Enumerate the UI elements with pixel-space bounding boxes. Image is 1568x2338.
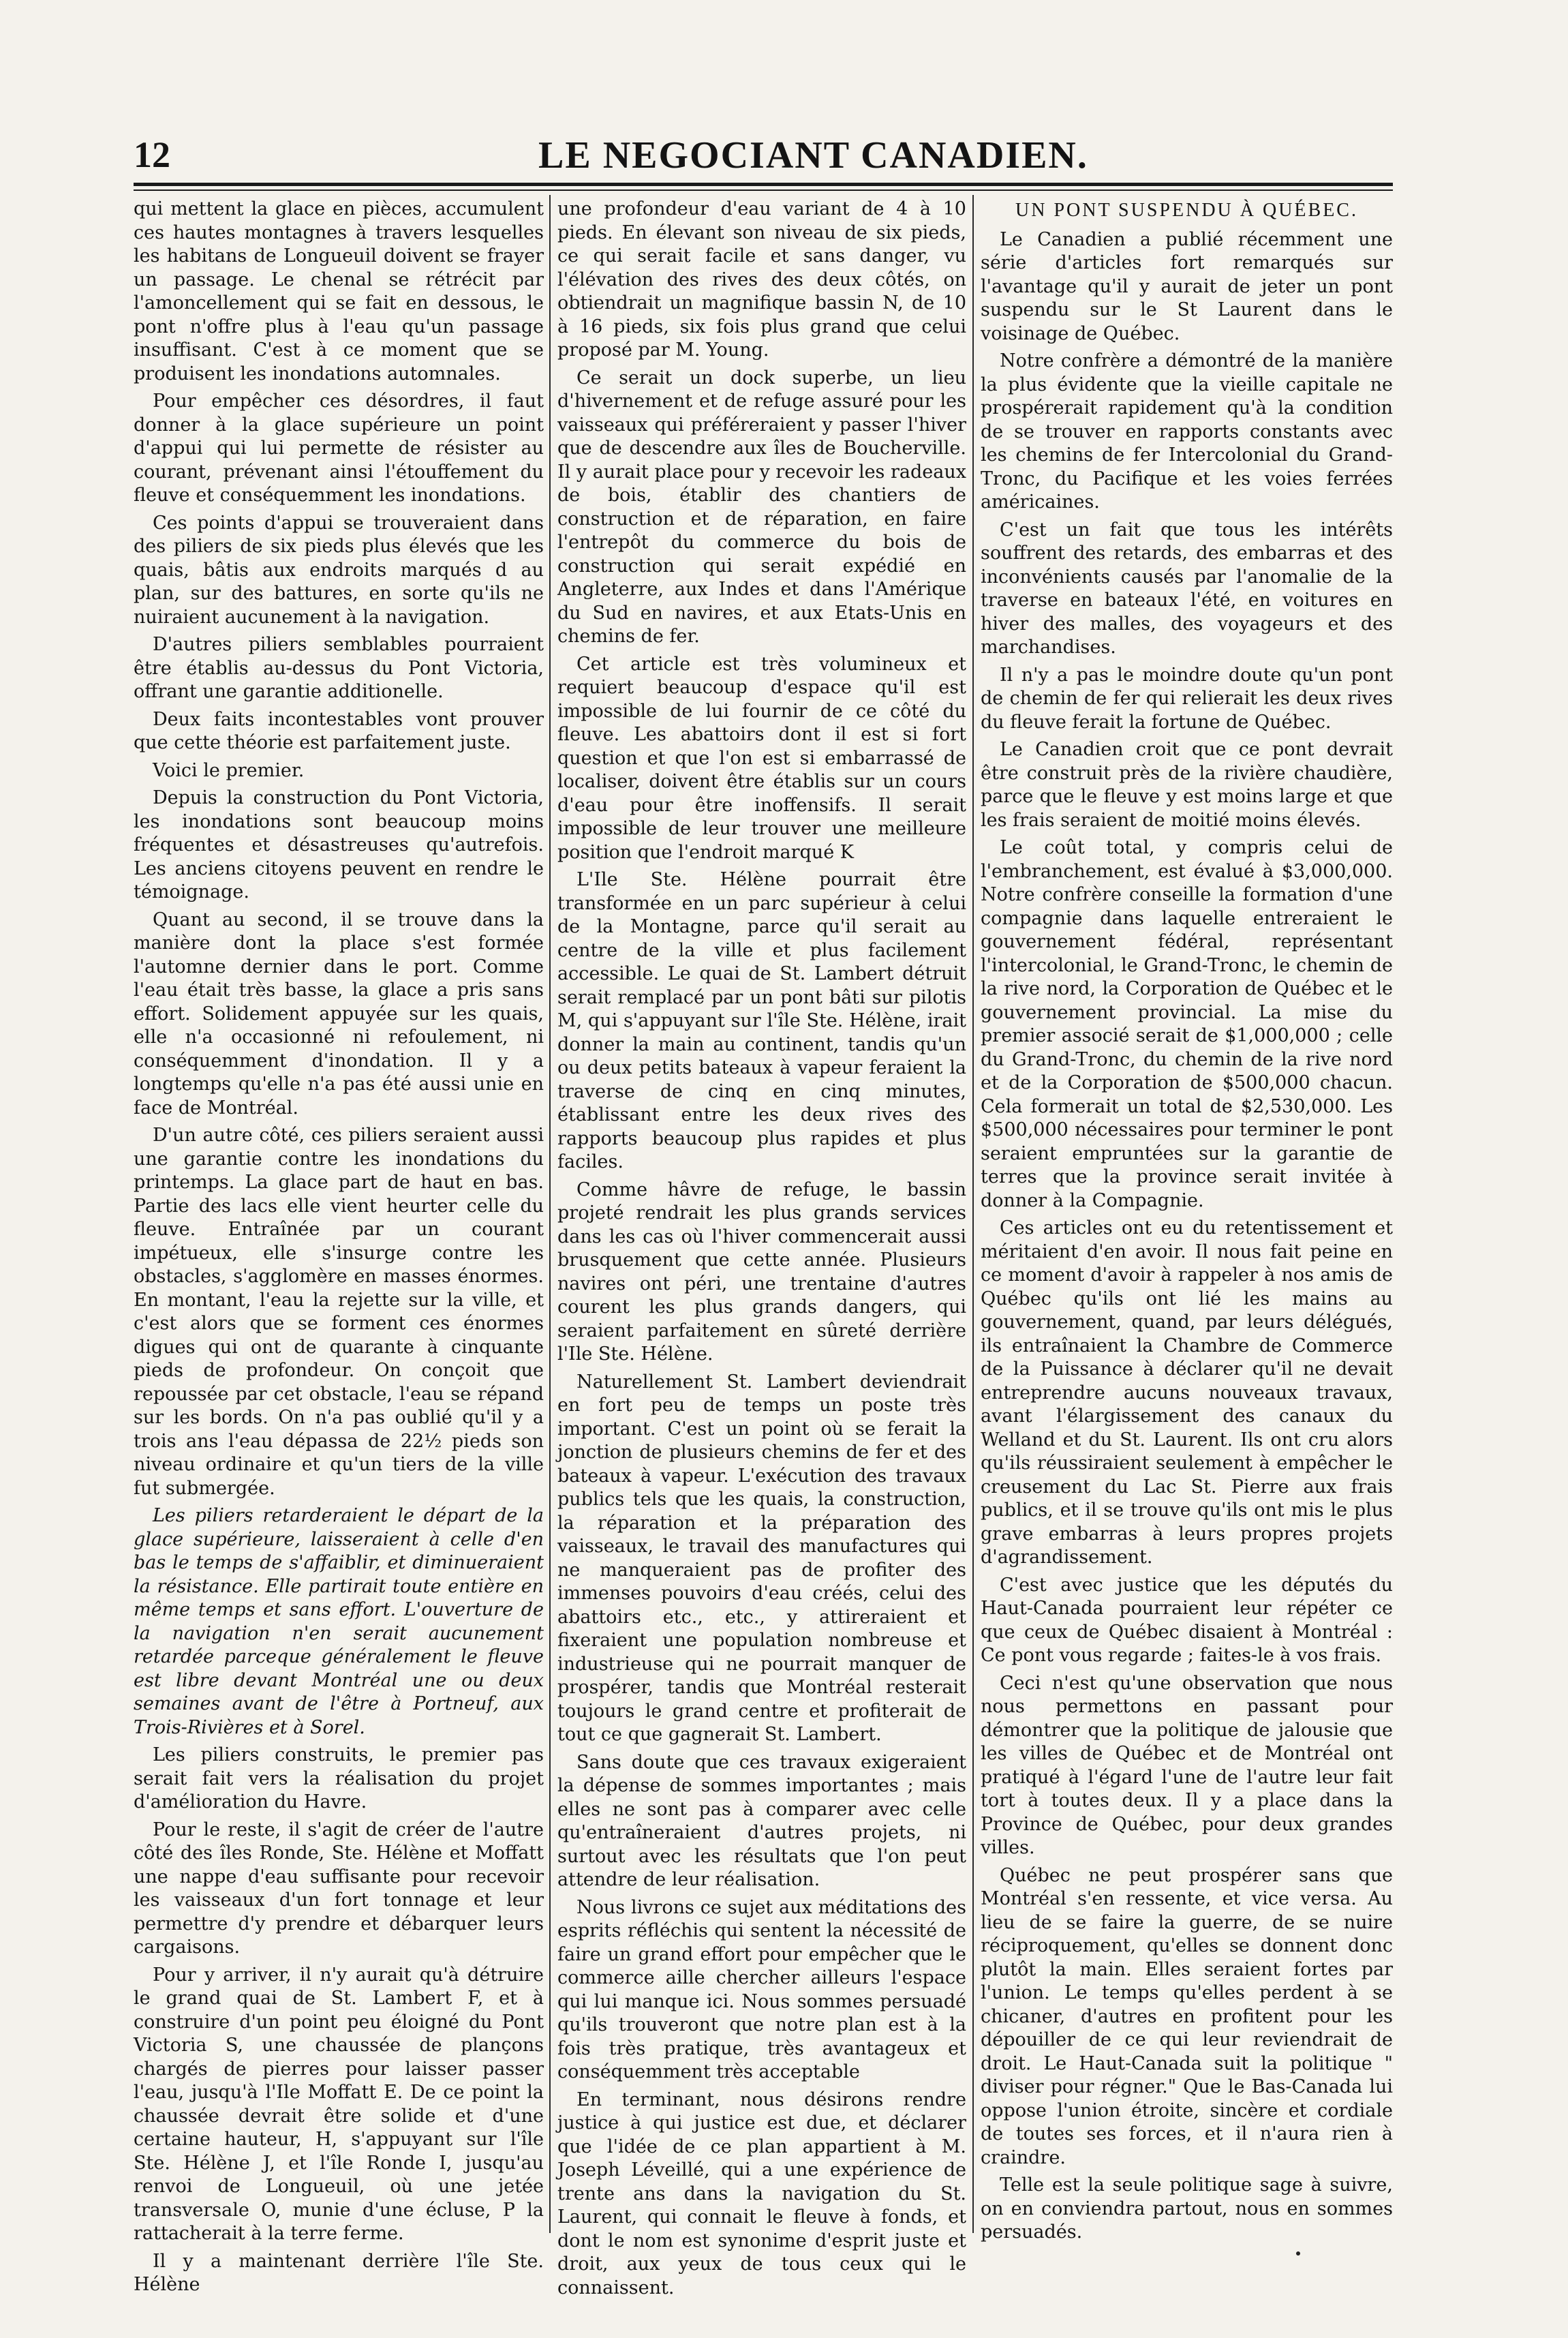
column-2 [557,198,966,2298]
column-3 [981,198,1393,2243]
paragraph: Ces articles ont eu du retentissement et méritaient d'en avoir. Il nous fait peine en ce moment d'avoir à rappeler à nos amis de Québec qu'ils ont lié les mains au gouvernement, quand, par leurs délégués, ils entraînaient la Chambre de Commerce de la Puissance à déclarer qu'il ne devait entreprendre aucuns nouveaux travaux, avant l'élargissement des canaux du Welland et du St. Laurent. Ils ont cru alors qu'ils réussiraient seulement à empêcher le creusement du Lac St. Pierre aux frais publics, et il se trouve qu'ils ont mis le plus grave embarras à leurs propres projets d'agrandissement. [981,1217,1393,1568]
paragraph: Ce serait un dock superbe, un lieu d'hivernement et de refuge assuré pour les vaisseaux qui préféreraient y passer l'hiver que de descendre aux îles de Boucherville. Il y aurait place pour y recevoir les radeaux de bois, établir des chantiers de construction et de réparation, en faire l'entrepôt du commerce du bois de construction qui serait expédié en Angleterre, aux Indes et dans l'Amérique du Sud en navires, et aux Etats-Unis en chemins de fer. [557,367,966,647]
paragraph: Il y a maintenant derrière l'île Ste. Hélène [134,2250,544,2295]
paragraph: Quant au second, il se trouve dans la manière dont la place s'est formée l'automne dernier dans le port. Comme l'eau était très basse, la glace a pris sans effort. Solidement appuyée sur les quais, elle n'a occasionné ni refoulement, ni conséquemment d'inondation. Il y a longtemps qu'elle n'a pas été aussi unie en face de Montréal. [134,909,544,1119]
paragraph: Telle est la seule politique sage à suivre, on en conviendra partout, nous en sommes persuadés. [981,2174,1393,2243]
paragraph: D'un autre côté, ces piliers seraient aussi une garantie contre les inondations du printemps. La glace part de haut en bas. Partie des lacs elle vient heurter celle du fleuve. Entraînée par un courant impétueux, elle s'insurge contre les obstacles, s'agglomère en masses énormes. En montant, l'eau la rejette sur la ville, et c'est alors que se forment ces énormes digues qui ont de quarante à cinquante pieds de profondeur. On conçoit que repoussée par cet obstacle, l'eau se répand sur les bords. On n'a pas oublié qu'il y a trois ans l'eau dépassa de 22½ pieds son niveau ordinaire et qu'un tiers de la ville fut submergée. [134,1125,544,1499]
paragraph: Sans doute que ces travaux exigeraient la dépense de sommes importantes ; mais elles ne sont pas à comparer avec celle qu'entraîneraient d'autres projets, ni surtout avec les résultats que l'on peut attendre de leur réalisation. [557,1751,966,1890]
paragraph: Le Canadien croit que ce pont devrait être construit près de la rivière chaudière, parce que le fleuve y est moins large et que les frais seraient de moitié moins élevés. [981,739,1393,831]
paragraph: Québec ne peut prospérer sans que Montréal s'en ressente, et vice versa. Au lieu de se faire la guerre, de se nuire réciproquement, qu'elles se donnent donc plutôt la main. Elles seraient fortes par l'union. Le temps qu'elles perdent à se chicaner, d'autres en profitent pour les dépouiller de ce qui leur reviendrait de droit. Le Haut-Canada suit la politique " diviser pour régner." Que le Bas-Canada lui oppose l'union étroite, sincère et cordiale de toutes ses forces, et il n'aura rien à craindre. [981,1864,1393,2168]
header-rule-thin [134,189,1393,191]
paragraph: C'est avec justice que les députés du Haut-Canada pourraient leur répéter ce que ceux de Québec disaient à Montréal : Ce pont vous regarde ; faites-le à vos frais. [981,1574,1393,1666]
paragraph: C'est un fait que tous les intérêts souffrent des retards, des embarras et des inconvénients causés par l'anomalie de la traverse en bateaux l'été, en voitures en hiver des malles, des voyageurs et des marchandises. [981,519,1393,658]
column-divider [549,195,551,2233]
page-number: 12 [134,134,170,175]
paragraph: une profondeur d'eau variant de 4 à 10 pieds. En élevant son niveau de six pieds, ce qui serait facile et sans danger, vu l'élévation des rives des deux côtés, on obtiendrait un magnifique bassin N, de 10 à 16 pieds, six fois plus grand que celui proposé par M. Young. [557,198,966,361]
paragraph: qui mettent la glace en pièces, accumulent ces hautes montagnes à travers lesquelles les habitans de Longueuil doivent se frayer un passage. Le chenal se rétrécit par l'amoncellement qui se fait en dessous, le pont n'offre plus à l'eau qu'un passage insuffisant. C'est à ce moment que se produisent les inondations automnales. [134,198,544,384]
column-1 [134,198,544,2295]
column-divider [972,195,974,2233]
paragraph: L'Ile Ste. Hélène pourrait être transformée en un parc supérieur à celui de la Montagne, parce qu'il serait au centre de la ville et plus facilement accessible. Le quai de St. Lambert détruit serait remplacé par un pont bâti sur pilotis M, qui s'appuyant sur l'île Ste. Hélène, irait donner la main au continent, tandis qu'un ou deux petits bateaux à vapeur feraient la traverse de cinq en cinq minutes, établissant entre les deux rives des rapports beaucoup plus rapides et plus faciles. [557,869,966,1172]
paragraph: Pour y arriver, il n'y aurait qu'à détruire le grand quai de St. Lambert F, et à construire d'un point peu éloigné du Pont Victoria S, une chaussée de plançons chargés de pierres pour laisser passer l'eau, jusqu'à l'Ile Moffatt E. De ce point la chaussée devrait être solide et d'une certaine hauteur, H, s'appuyant sur l'île Ste. Hélène J, et l'île Ronde I, jusqu'au renvoi de Longueuil, où une jetée transversale O, munie d'une écluse, P la rattacherait à la terre ferme. [134,1964,544,2244]
paragraph: Il n'y a pas le moindre doute qu'un pont de chemin de fer qui relierait les deux rives du fleuve ferait la fortune de Québec. [981,664,1393,733]
paragraph: Les piliers construits, le premier pas serait fait vers la réalisation du projet d'amélioration du Havre. [134,1744,544,1812]
newspaper-title: LE NEGOCIANT CANADIEN. [538,134,1088,177]
paragraph: D'autres piliers semblables pourraient être établis au-dessus du Pont Victoria, offrant une garantie additionelle. [134,634,544,702]
paragraph: En terminant, nous désirons rendre justice à qui justice est due, et déclarer que l'idée de ce plan appartient à M. Joseph Léveillé, qui a une expérience de trente ans dans la navigation du St. Laurent, qui connait le fleuve à fonds, et dont le nom est synonime d'esprit juste et droit, aux yeux de tous ceux qui le connaissent. [557,2089,966,2298]
paragraph: Ces points d'appui se trouveraient dans des piliers de six pieds plus élevés que les quais, bâtis aux endroits marqués d au plan, sur des battures, en sorte qu'ils ne nuiraient aucunement à la navigation. [134,512,544,628]
article-title: UN PONT SUSPENDU À QUÉBEC. [1015,200,1358,221]
ink-dot [1296,2251,1300,2256]
paragraph: Notre confrère a démontré de la manière la plus évidente que la vieille capitale ne prospérerait rapidement qu'à la condition de se trouver en rapports constants avec les chemins de fer Intercolonial du Grand-Tronc, du Pacifique et les voies ferrées américaines. [981,350,1393,513]
paragraph: Voici le premier. [153,759,305,781]
paragraph: Nous livrons ce sujet aux méditations des esprits réfléchis qui sentent la nécessité de faire un grand effort pour empêcher que le commerce aille chercher ailleurs l'espace qui lui manque ici. Nous sommes persuadé qu'ils trouveront que notre plan est à la fois très pratique, très avantageux et conséquemment très acceptable [557,1896,966,2082]
header-rule [134,183,1393,186]
paragraph: Deux faits incontestables vont prouver que cette théorie est parfaitement juste. [134,708,544,753]
paragraph: Le coût total, y compris celui de l'embranchement, est évalué à $3,000,000. Notre confrère conseille la formation d'une compagnie dans laquelle entreraient le gouvernement fédéral, représentant l'intercolonial, le Grand-Tronc, le chemin de la rive nord, la Corporation de Québec et le gouvernement provincial. La mise du premier associé serait de $1,000,000 ; celle du Grand-Tronc, du chemin de la rive nord et de la Corporation de $500,000 chacun. Cela formerait un total de $2,530,000. Les $500,000 nécessaires pour terminer le pont seraient empruntées sur la garantie de terres que la province serait invitée à donner à la Compagnie. [981,837,1393,1211]
paragraph: Ceci n'est qu'une observation que nous nous permettons en passant pour démontrer que la politique de jalousie que les villes de Québec et de Montréal ont pratiqué à l'égard l'une de l'autre leur fait tort à toutes deux. Il y a place dans la Province de Québec, pour deux grandes villes. [981,1672,1393,1858]
paragraph: Comme hâvre de refuge, le bassin projeté rendrait les plus grands services dans les cas où l'hiver commencerait aussi brusquement que cette année. Plusieurs navires ont péri, une trentaine d'autres courent les plus grands dangers, qui seraient parfaitement en sûreté derrière l'Ile Ste. Hélène. [557,1179,966,1365]
paragraph: Pour empêcher ces désordres, il faut donner à la glace supérieure un point d'appui qui lui permette de résister au courant, prévenant ainsi l'étouffement du fleuve et conséquemment les inondations. [134,391,544,506]
paragraph: Le Canadien a publié récemment une série d'articles fort remarqués sur l'avantage qu'il y aurait de jeter un pont suspendu sur le St Laurent dans le voisinage de Québec. [981,228,1393,344]
paragraph: Les piliers retarderaient le départ de la glace supérieure, laisseraient à celle d'en bas le temps de s'affaiblir, et diminueraient la résistance. Elle partirait toute entière en même temps et sans effort. L'ouverture de la navigation n'en serait aucunement retardée parceque généralement le fleuve est libre devant Montréal une ou deux semaines avant de l'être à Portneuf, aux Trois-Rivières et à Sorel. [134,1505,544,1738]
paragraph: Depuis la construction du Pont Victoria, les inondations sont beaucoup moins fréquentes et désastreuses qu'autrefois. Les anciens citoyens peuvent en rendre le témoignage. [134,787,544,902]
paragraph: Pour le reste, il s'agit de créer de l'autre côté des îles Ronde, Ste. Hélène et Moffatt une nappe d'eau suffisante pour recevoir les vaisseaux d'un fort tonnage et leur permettre d'y prendre et débarquer leurs cargaisons. [134,1819,544,1958]
paragraph: Naturellement St. Lambert deviendrait en fort peu de temps un poste très important. C'est un point où se ferait la jonction de plusieurs chemins de fer et des bateaux à vapeur. L'exécution des travaux publics tels que les quais, la construction, la réparation et la préparation des vaisseaux, le travail des manufactures qui ne manqueraient pas de profiter des immenses pouvoirs d'eau créés, celui des abattoirs etc., etc., y attireraient et fixeraient une population nombreuse et industrieuse qui ne pourrait manquer de prospérer, tandis que Montréal resterait toujours le grand centre et profiterait de tout ce que gagnerait St. Lambert. [557,1371,966,1745]
paragraph: Cet article est très volumineux et requiert beaucoup d'espace qu'il est impossible de lui fournir de ce côté du fleuve. Les abattoirs dont il est si fort question et que l'on est si embarrassé de localiser, doivent être établis sur un cours d'eau pour être inoffensifs. Il serait impossible de leur trouver une meilleure position que l'endroit marqué K [557,653,966,863]
